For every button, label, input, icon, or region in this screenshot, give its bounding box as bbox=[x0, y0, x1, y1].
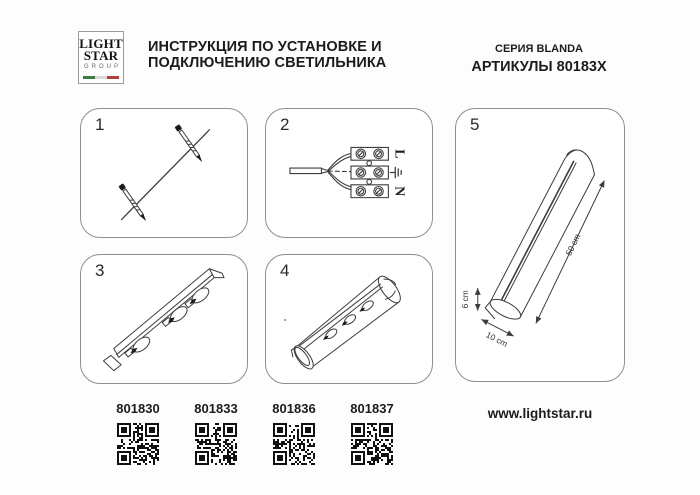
qr-code bbox=[273, 423, 315, 465]
tube-seam bbox=[499, 161, 573, 303]
tube-edge-left bbox=[490, 159, 564, 301]
qr-code bbox=[117, 423, 159, 465]
diffuser-tube-diagram bbox=[266, 255, 432, 383]
title-line-2: ПОДКЛЮЧЕНИЮ СВЕТИЛЬНИКА bbox=[148, 55, 387, 71]
step-number-2: 2 bbox=[280, 115, 290, 134]
logo-word-light: LIGHT bbox=[79, 36, 123, 51]
article-code: 801837 bbox=[350, 401, 394, 416]
block-hole-top bbox=[367, 161, 372, 166]
block-hole-bottom bbox=[367, 179, 372, 184]
series-name: СЕРИЯ BLANDA bbox=[495, 43, 583, 55]
step-panel-4 bbox=[265, 254, 433, 384]
page-title bbox=[148, 39, 386, 71]
article-801836 bbox=[252, 401, 336, 465]
series-block bbox=[449, 43, 629, 75]
cable bbox=[290, 168, 322, 174]
print-dot bbox=[284, 319, 286, 321]
wire-earth bbox=[328, 171, 351, 172]
terminal-label-neutral: N bbox=[392, 186, 408, 197]
step-panel-3 bbox=[80, 254, 248, 384]
length-label: 50 cm bbox=[563, 232, 583, 258]
step-panel-5 bbox=[455, 108, 625, 382]
step-number-3: 3 bbox=[95, 261, 105, 280]
tube-upper-edge bbox=[296, 277, 380, 347]
lightstar-logo bbox=[78, 31, 124, 84]
terminal-label-line: L bbox=[392, 149, 408, 159]
tube-edge-right bbox=[520, 175, 594, 317]
logo-word-star: STAR bbox=[83, 48, 119, 63]
article-801833 bbox=[174, 401, 258, 465]
website-url: www.lightstar.ru bbox=[487, 406, 593, 421]
article-801837 bbox=[330, 401, 414, 465]
width-label: 10 cm bbox=[484, 329, 510, 349]
screw-upper bbox=[175, 124, 205, 163]
step-number-1: 1 bbox=[95, 115, 105, 134]
qr-code bbox=[351, 423, 393, 465]
height-label: 6 cm bbox=[459, 290, 470, 309]
title-line-1: ИНСТРУКЦИЯ ПО УСТАНОВКЕ И bbox=[148, 39, 382, 55]
bracket-screws-diagram bbox=[81, 109, 247, 237]
article-code: 801830 bbox=[116, 401, 160, 416]
step-number-4: 4 bbox=[280, 261, 290, 280]
tube-lower-edge bbox=[311, 302, 398, 368]
dimensions-diagram bbox=[456, 109, 624, 381]
step-number-5: 5 bbox=[470, 115, 480, 134]
lamps-on-bracket-diagram bbox=[81, 255, 247, 383]
step-panel-1 bbox=[80, 108, 248, 238]
article-code: 801836 bbox=[272, 401, 316, 416]
articles-label: АРТИКУЛЫ 80183X bbox=[471, 59, 607, 75]
qr-code bbox=[195, 423, 237, 465]
terminal-block-diagram bbox=[266, 109, 432, 237]
article-code: 801833 bbox=[194, 401, 238, 416]
screw-lower bbox=[118, 183, 148, 222]
step-panel-2 bbox=[265, 108, 433, 238]
italian-flag-stripe bbox=[83, 76, 119, 79]
article-801830 bbox=[96, 401, 180, 465]
logo-word-group: GROUP bbox=[83, 64, 121, 70]
earth-symbol-icon bbox=[390, 167, 401, 177]
